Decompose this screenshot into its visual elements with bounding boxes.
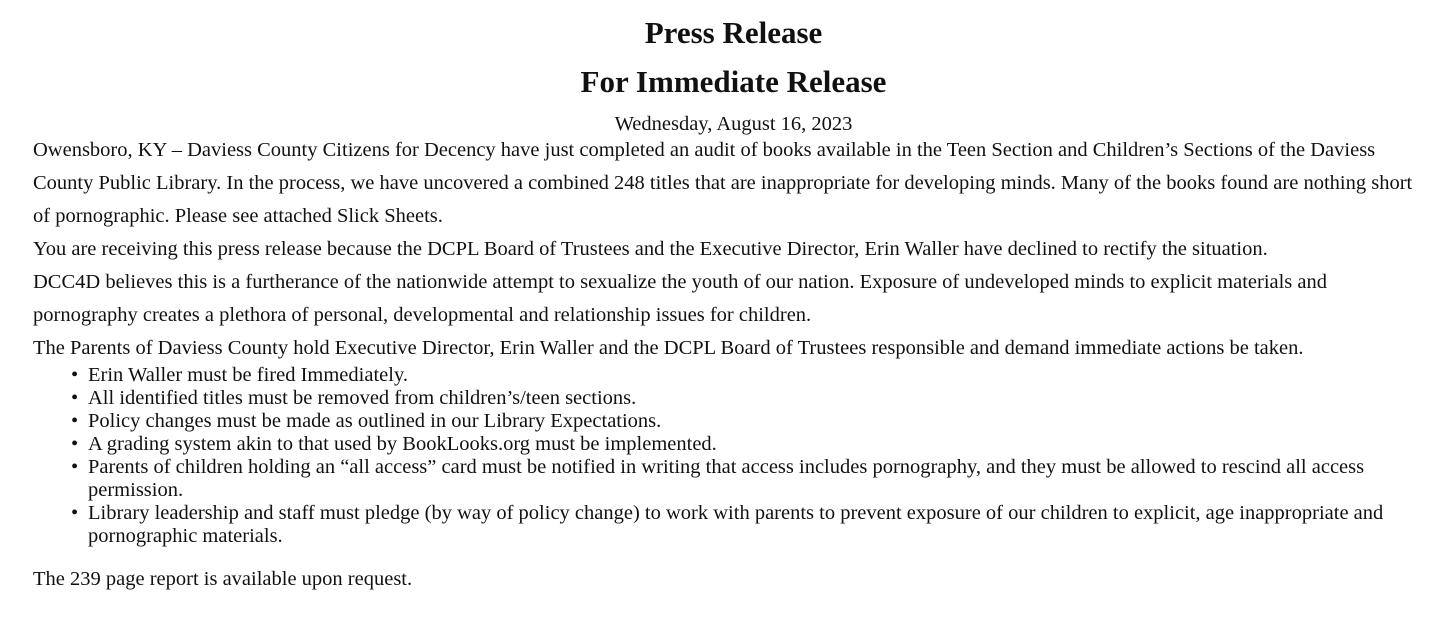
paragraph-audit: Owensboro, KY – Daviess County Citizens for Decency have just completed an audit of books available in the Teen Section and Children’s Sections of the Daviess County Public Library. In the process, we have uncovered a combined 248 titles that are inappropriate for developing minds. Many of the books found are nothing short of pornographic. Please see attached Slick Sheets. [33,139,1413,227]
paragraph-belief: DCC4D believes this is a furtherance of the nationwide attempt to sexualize the youth of our nation. Exposure of undeveloped minds to explicit materials and pornography creates a plethora of personal, developmental and relationship issues for children. [33,271,1328,326]
closing-note: The 239 page report is available upon request. [33,568,413,590]
list-item-text: Library leadership and staff must pledge (by way of policy change) to work with parents to prevent exposure of our children to explicit, age inappropriate and pornographic materials. [88,502,1384,547]
list-item-text: Erin Waller must be fired Immediately. [88,364,408,386]
bullet-icon: • [71,502,79,524]
list-item [71,387,1434,410]
bullet-icon: • [71,433,79,455]
document-title: Press Release [644,15,823,50]
list-item [71,364,1434,387]
list-item [71,502,1434,548]
paragraph-demand-intro: The Parents of Daviess County hold Executive Director, Erin Waller and the DCPL Board of Trustees responsible and demand immediate actions be taken. [33,337,1304,359]
document-subtitle: For Immediate Release [580,64,887,99]
bullet-icon: • [71,456,79,478]
list-item-text: Parents of children holding an “all access” card must be notified in writing that access includes pornography, and they must be allowed to rescind all access permission. [88,456,1365,501]
release-date: Wednesday, August 16, 2023 [614,113,853,135]
bullet-icon: • [71,387,79,409]
list-item [71,456,1434,502]
list-item-text: Policy changes must be made as outlined in our Library Expectations. [88,410,662,432]
bullet-icon: • [71,410,79,432]
list-item-text: All identified titles must be removed from children’s/teen sections. [88,387,637,409]
list-item [71,410,1434,433]
paragraph-reason: You are receiving this press release because the DCPL Board of Trustees and the Executive Director, Erin Waller have declined to rectify the situation. [33,238,1268,260]
demands-list [33,364,1434,548]
list-item [71,433,1434,456]
list-item-text: A grading system akin to that used by BookLooks.org must be implemented. [88,433,717,455]
bullet-icon: • [71,364,79,386]
